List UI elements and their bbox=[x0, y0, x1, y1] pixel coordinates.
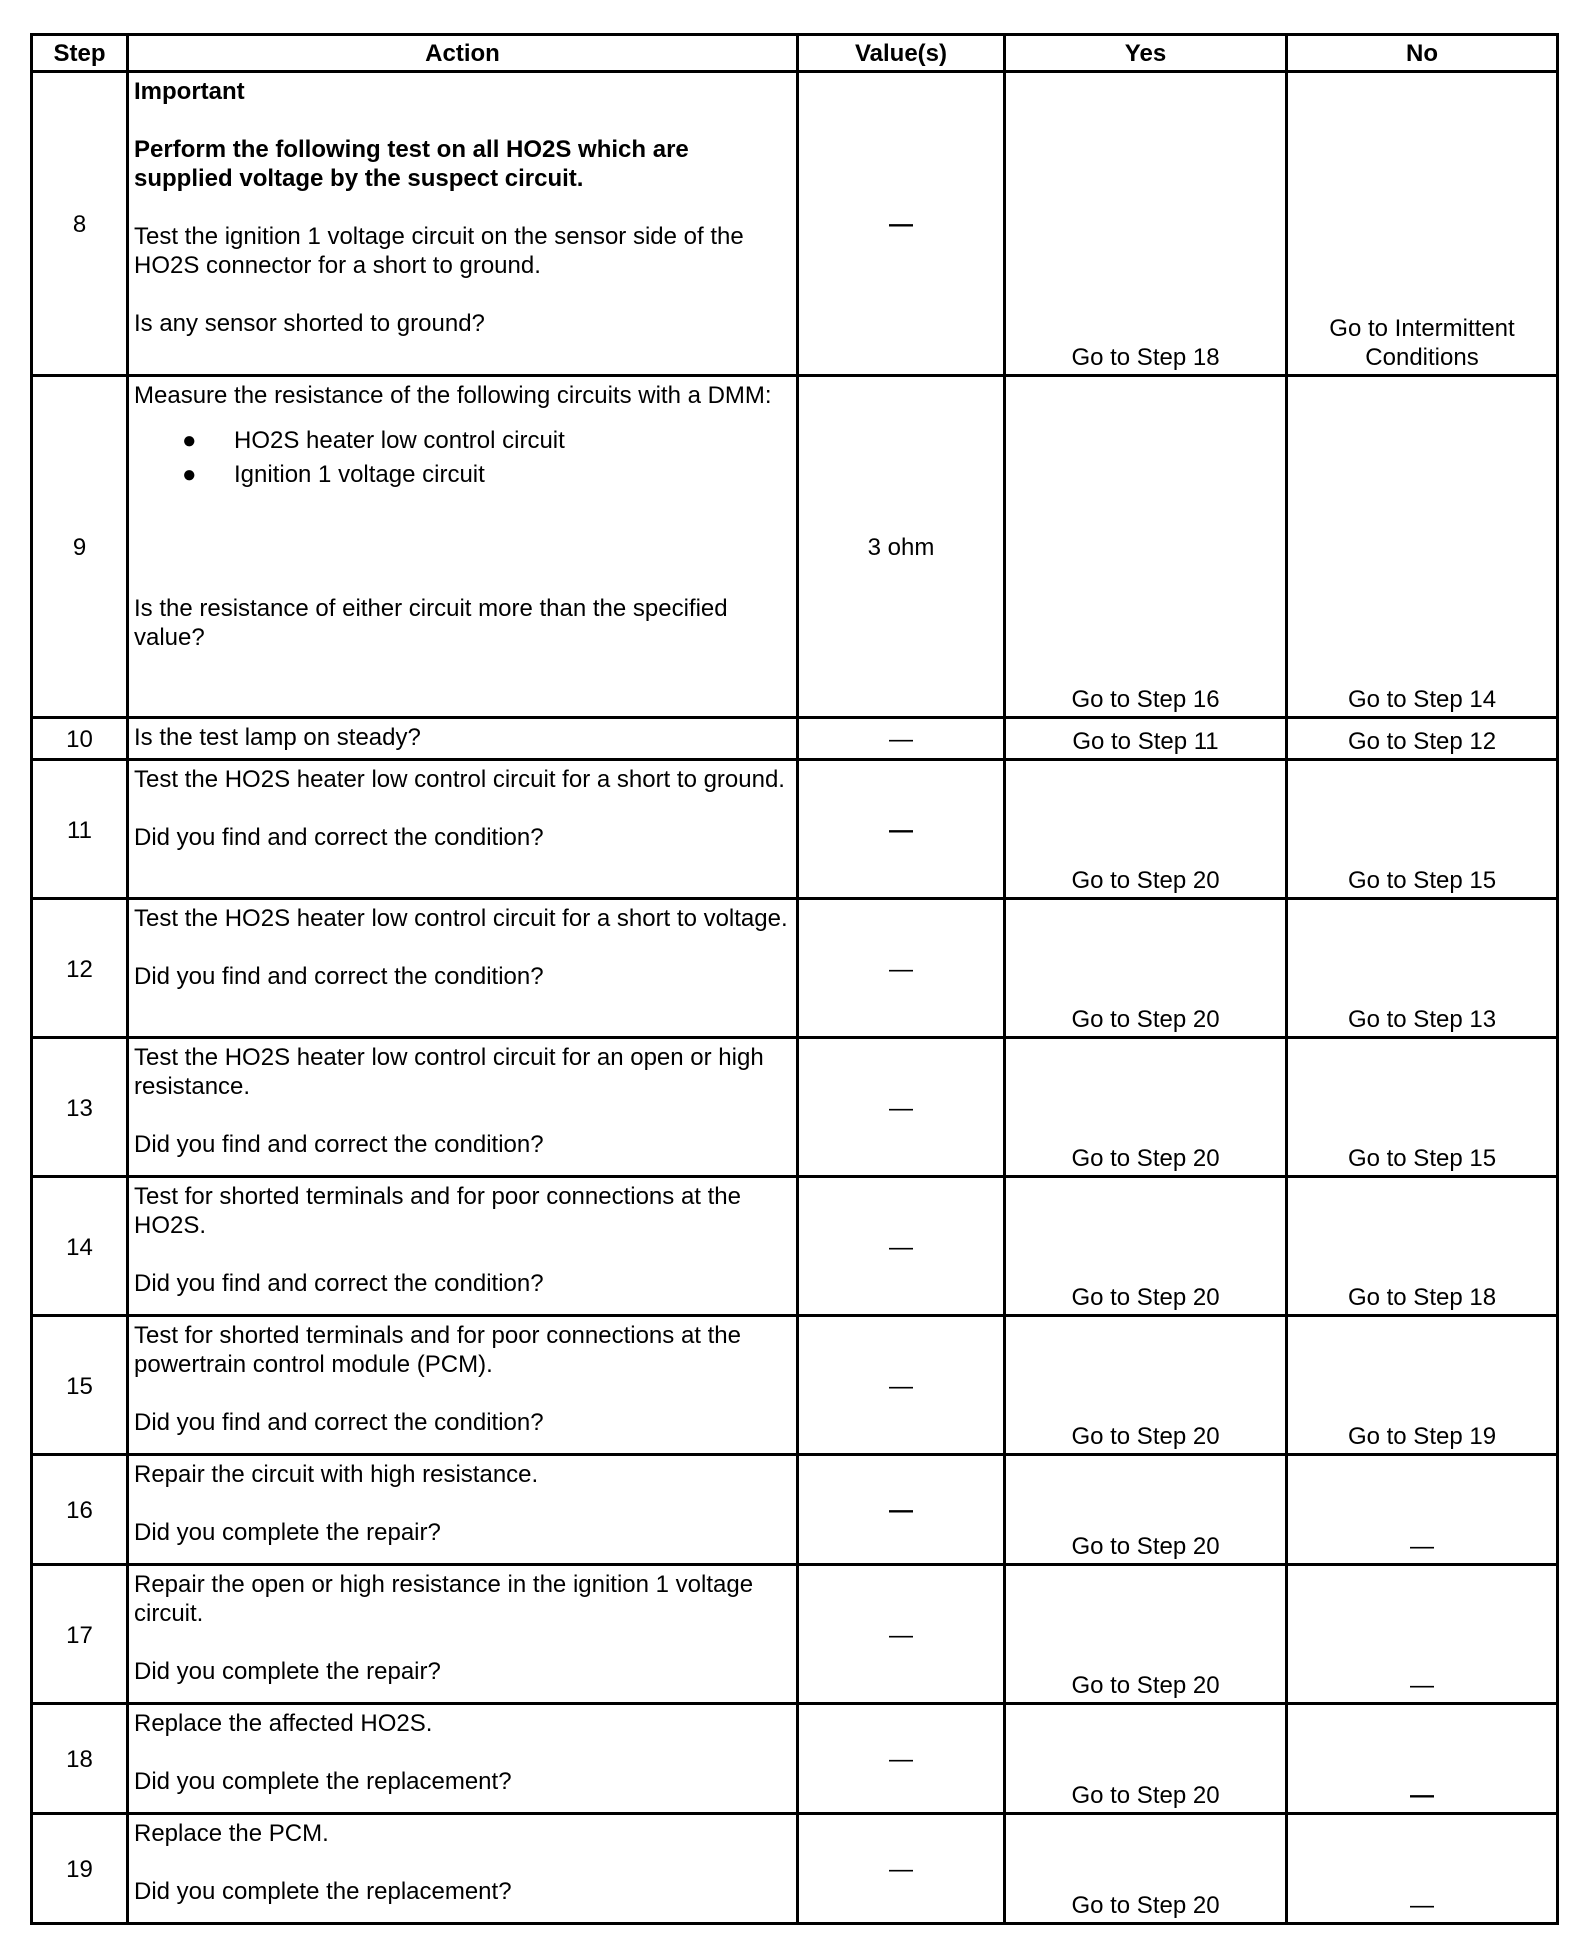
yes-cell: Go to Step 20 bbox=[1005, 1565, 1287, 1704]
yes-cell: Go to Step 20 bbox=[1005, 899, 1287, 1038]
action-question: Did you find and correct the condition? bbox=[134, 824, 544, 851]
action-cell bbox=[128, 1316, 798, 1455]
no-cell: — bbox=[1287, 1565, 1558, 1704]
no-cell: Go to Step 19 bbox=[1287, 1316, 1558, 1455]
table-row-step-13 bbox=[32, 1038, 1558, 1177]
value-cell: — bbox=[798, 1177, 1005, 1316]
table-row-step-9 bbox=[32, 376, 1558, 718]
diagnostic-table bbox=[30, 33, 1559, 1925]
action-question: Did you find and correct the condition? bbox=[134, 1270, 544, 1297]
value-cell: — bbox=[798, 1565, 1005, 1704]
yes-cell: Go to Step 20 bbox=[1005, 1455, 1287, 1565]
header-action: Action bbox=[128, 35, 798, 72]
no-cell: — bbox=[1287, 1814, 1558, 1924]
value-cell: — bbox=[798, 1038, 1005, 1177]
step-number: 10 bbox=[32, 718, 128, 760]
action-instruction: Repair the circuit with high resistance. bbox=[134, 1461, 539, 1488]
action-instruction: Replace the affected HO2S. bbox=[134, 1710, 433, 1737]
step-number: 8 bbox=[32, 72, 128, 376]
yes-cell: Go to Step 20 bbox=[1005, 1038, 1287, 1177]
action-cell bbox=[128, 1038, 798, 1177]
bullet-icon: ● bbox=[182, 461, 197, 488]
no-cell: — bbox=[1287, 1704, 1558, 1814]
action-cell bbox=[128, 1455, 798, 1565]
action-instruction: Test for shorted terminals and for poor connections at the HO2S. bbox=[134, 1183, 741, 1239]
table-row-step-17 bbox=[32, 1565, 1558, 1704]
value-cell: — bbox=[798, 1455, 1005, 1565]
step-number: 13 bbox=[32, 1038, 128, 1177]
table-row-step-15 bbox=[32, 1316, 1558, 1455]
list-item: ● Ignition 1 voltage circuit bbox=[234, 458, 791, 492]
table-row-step-19 bbox=[32, 1814, 1558, 1924]
no-cell: Go to Step 15 bbox=[1287, 760, 1558, 899]
action-cell bbox=[128, 899, 798, 1038]
value-cell: — bbox=[798, 899, 1005, 1038]
action-question: Did you find and correct the condition? bbox=[134, 1409, 544, 1436]
action-question: Is the test lamp on steady? bbox=[128, 718, 798, 760]
step-number: 18 bbox=[32, 1704, 128, 1814]
table-row-step-8 bbox=[32, 72, 1558, 376]
action-instruction: Repair the open or high resistance in the ignition 1 voltage circuit. bbox=[134, 1571, 754, 1627]
table-row-step-10 bbox=[32, 718, 1558, 760]
yes-cell: Go to Step 20 bbox=[1005, 1814, 1287, 1924]
yes-cell: Go to Step 20 bbox=[1005, 1316, 1287, 1455]
action-cell bbox=[128, 376, 798, 718]
step-number: 19 bbox=[32, 1814, 128, 1924]
action-cell bbox=[128, 72, 798, 376]
value-cell: — bbox=[798, 1316, 1005, 1455]
yes-cell: Go to Step 11 bbox=[1005, 718, 1287, 760]
table-row-step-18 bbox=[32, 1704, 1558, 1814]
action-cell bbox=[128, 1177, 798, 1316]
header-values: Value(s) bbox=[798, 35, 1005, 72]
yes-cell: Go to Step 20 bbox=[1005, 760, 1287, 899]
yes-cell: Go to Step 16 bbox=[1005, 376, 1287, 718]
table-row-step-12 bbox=[32, 899, 1558, 1038]
step-number: 15 bbox=[32, 1316, 128, 1455]
action-question: Did you complete the repair? bbox=[134, 1519, 441, 1546]
action-instruction: Test the HO2S heater low control circuit for an open or high resistance. bbox=[134, 1044, 764, 1100]
action-cell bbox=[128, 760, 798, 899]
no-cell: Go to Step 15 bbox=[1287, 1038, 1558, 1177]
value-cell: — bbox=[798, 760, 1005, 899]
step-number: 17 bbox=[32, 1565, 128, 1704]
action-instruction: Test the HO2S heater low control circuit for a short to voltage. bbox=[134, 905, 788, 932]
action-instruction: Test the ignition 1 voltage circuit on the sensor side of the HO2S connector for a short to ground. bbox=[134, 223, 744, 279]
header-no: No bbox=[1287, 35, 1558, 72]
action-cell bbox=[128, 1814, 798, 1924]
yes-cell: Go to Step 20 bbox=[1005, 1704, 1287, 1814]
action-question: Is the resistance of either circuit more than the specified value? bbox=[134, 595, 728, 651]
header-yes: Yes bbox=[1005, 35, 1287, 72]
circuit-list bbox=[134, 424, 791, 492]
value-cell: — bbox=[798, 718, 1005, 760]
value-cell: 3 ohm bbox=[798, 376, 1005, 718]
header-row bbox=[32, 35, 1558, 72]
no-cell: Go to Step 13 bbox=[1287, 899, 1558, 1038]
important-note: Perform the following test on all HO2S which are supplied voltage by the suspect circuit. bbox=[134, 136, 689, 192]
no-cell: Go to Step 14 bbox=[1287, 376, 1558, 718]
step-number: 12 bbox=[32, 899, 128, 1038]
value-cell: — bbox=[798, 1814, 1005, 1924]
action-question: Did you complete the replacement? bbox=[134, 1878, 512, 1905]
action-question: Did you complete the repair? bbox=[134, 1658, 441, 1685]
step-number: 11 bbox=[32, 760, 128, 899]
list-item: ● HO2S heater low control circuit bbox=[234, 424, 791, 458]
action-question: Did you find and correct the condition? bbox=[134, 963, 544, 990]
action-instruction: Test the HO2S heater low control circuit for a short to ground. bbox=[134, 766, 785, 793]
no-cell: Go to Step 12 bbox=[1287, 718, 1558, 760]
action-question: Did you complete the replacement? bbox=[134, 1768, 512, 1795]
action-instruction: Test for shorted terminals and for poor connections at the powertrain control module (PCM). bbox=[134, 1322, 741, 1378]
no-cell: Go to Intermittent Conditions bbox=[1287, 72, 1558, 376]
important-label: Important bbox=[134, 78, 245, 105]
value-cell: — bbox=[798, 72, 1005, 376]
action-instruction: Replace the PCM. bbox=[134, 1820, 329, 1847]
table-row-step-16 bbox=[32, 1455, 1558, 1565]
table-row-step-14 bbox=[32, 1177, 1558, 1316]
no-cell: Go to Step 18 bbox=[1287, 1177, 1558, 1316]
action-instruction: Measure the resistance of the following circuits with a DMM: bbox=[134, 382, 772, 409]
step-number: 16 bbox=[32, 1455, 128, 1565]
action-question: Is any sensor shorted to ground? bbox=[134, 310, 485, 337]
value-cell: — bbox=[798, 1704, 1005, 1814]
step-number: 9 bbox=[32, 376, 128, 718]
step-number: 14 bbox=[32, 1177, 128, 1316]
action-question: Did you find and correct the condition? bbox=[134, 1131, 544, 1158]
header-step: Step bbox=[32, 35, 128, 72]
action-cell bbox=[128, 1565, 798, 1704]
action-cell bbox=[128, 1704, 798, 1814]
table-row-step-11 bbox=[32, 760, 1558, 899]
yes-cell: Go to Step 20 bbox=[1005, 1177, 1287, 1316]
no-cell: — bbox=[1287, 1455, 1558, 1565]
yes-cell: Go to Step 18 bbox=[1005, 72, 1287, 376]
bullet-icon: ● bbox=[182, 427, 197, 454]
